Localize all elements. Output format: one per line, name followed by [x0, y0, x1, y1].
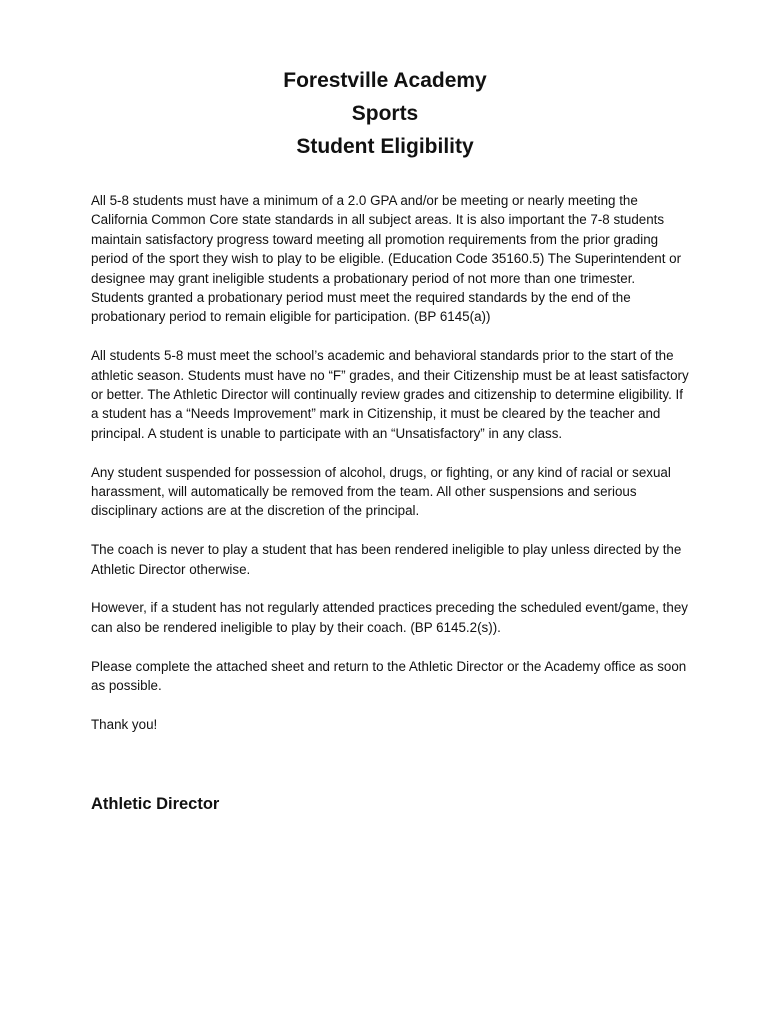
document-body [91, 191, 691, 754]
paragraph-practice-attendance: However, if a student has not regularly attended practices preceding the scheduled event/game, they can also be rendered ineligible to play by their coach. (BP 6145.2(s)). [91, 600, 688, 635]
paragraph-coach-rule: The coach is never to play a student that has been rendered ineligible to play unless directed by the Athletic Director otherwise. [91, 542, 682, 577]
title-sports: Sports [351, 102, 419, 125]
paragraph-thank-you: Thank you! [91, 716, 158, 732]
paragraph-academic-behavioral-standards: All students 5-8 must meet the school’s academic and behavioral standards prior to the start of the athletic season. Students must have no “F” grades, and their Citizenship must be at least satisfactory or better. The Athletic Director will continually review grades and citizenship to determine eligibility. If a student has a “Needs Improvement” mark in Citizenship, it must be cleared by the teacher and principal. A student is unable to participate with an “Unsatisfactory” in any class. [91, 348, 689, 441]
paragraph-gpa-requirements: All 5-8 students must have a minimum of a 2.0 GPA and/or be meeting or nearly meeting the California Common Core state standards in all subject areas. It is also important the 7-8 students maintain satisfactory progress toward meeting all promotion requirements from the prior grading period of the sport they wish to play to be eligible. (Education Code 35160.5) The Superintendent or designee may grant ineligible students a probationary period of not more than one trimester. Students granted a probationary period must meet the required standards by the end of the probationary period to remain eligible for participation. (BP 6145(a)) [91, 193, 682, 325]
paragraph-instructions: Please complete the attached sheet and return to the Athletic Director or the Academy office as soon as possible. [91, 658, 687, 694]
title-student-eligibility: Student Eligibility [296, 135, 474, 158]
document-title [0, 64, 770, 163]
signature-athletic-director: Athletic Director [91, 795, 220, 813]
title-school-name: Forestville Academy [283, 69, 487, 92]
paragraph-suspensions: Any student suspended for possession of alcohol, drugs, or fighting, or any kind of racial or sexual harassment, will automatically be removed from the team. All other suspensions and serious disciplinary actions are at the discretion of the principal. [91, 464, 671, 519]
